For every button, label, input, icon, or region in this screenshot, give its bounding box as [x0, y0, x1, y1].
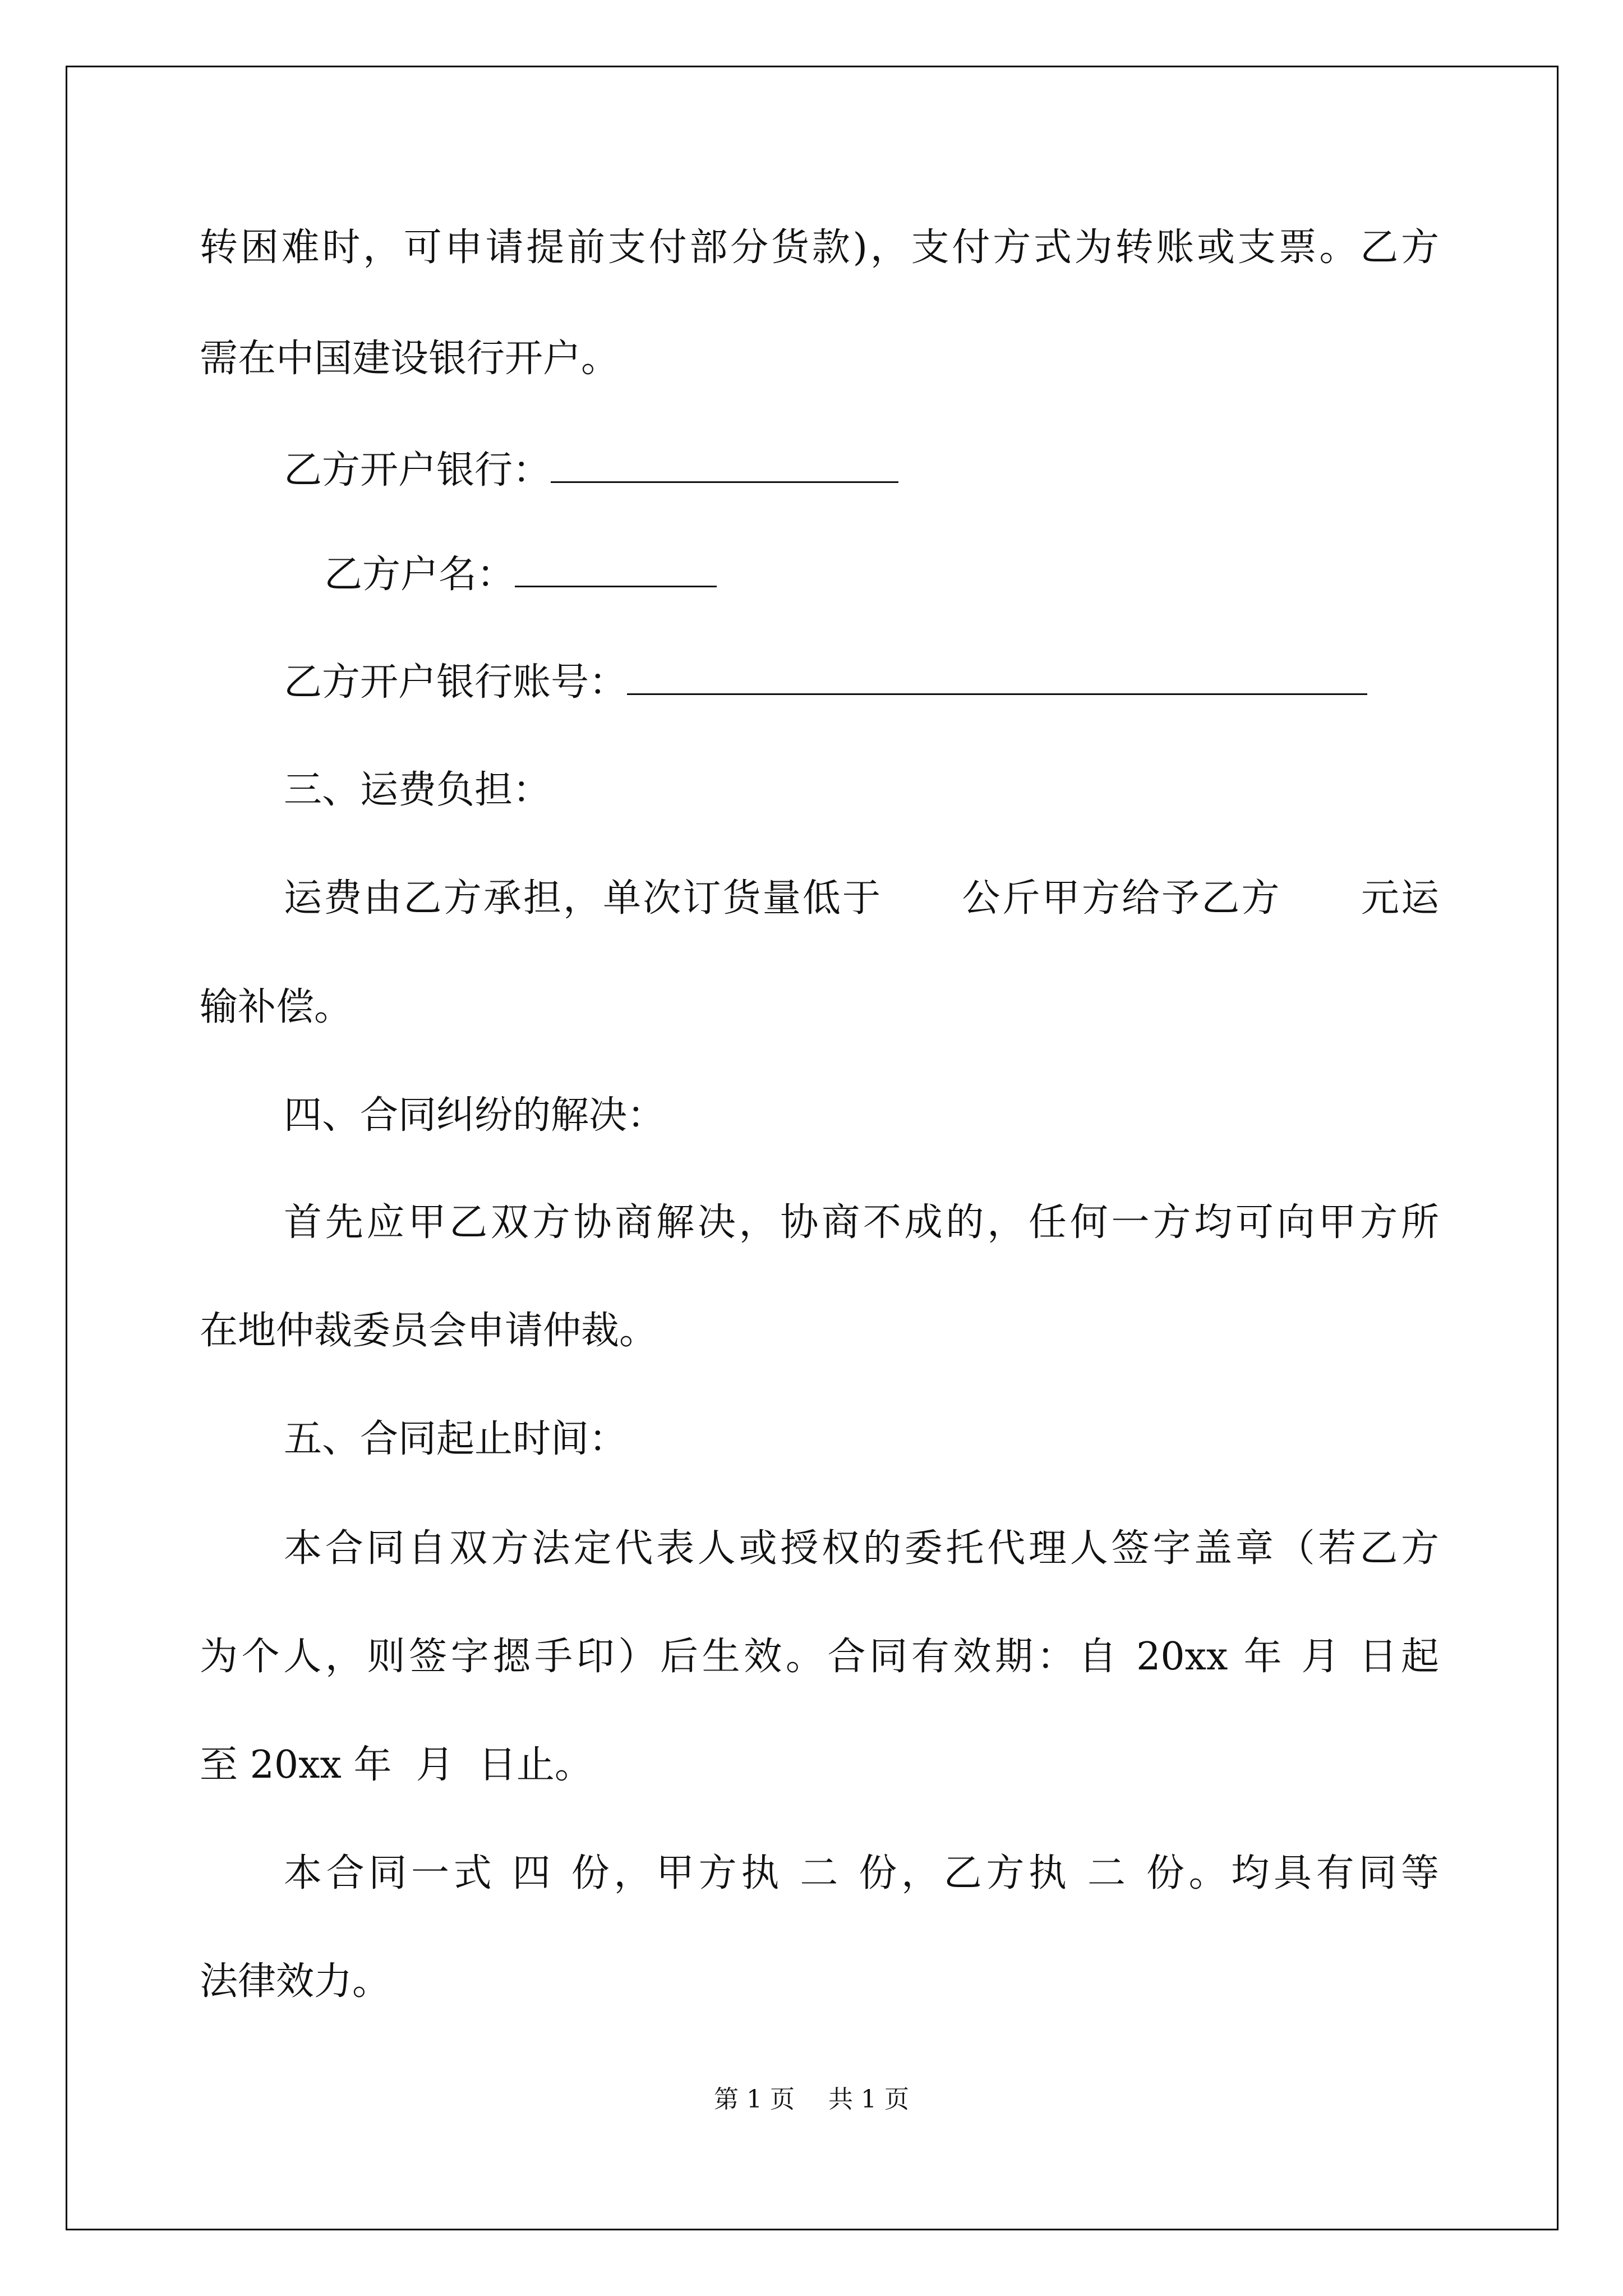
text-line: 为个人，则签字摁手印）后生效。合同有效期：自 20xx 年 月 日起	[200, 1635, 1439, 1679]
account-name-field	[324, 545, 1564, 603]
text-line: 输补偿。	[200, 985, 353, 1029]
page-number: 第 1 页	[714, 2085, 795, 2114]
bank-name-field	[284, 441, 1523, 499]
text-line: 转困难时，可申请提前支付部分货款)，支付方式为转账或支票。乙方	[200, 226, 1439, 270]
text-line: 运费由乙方承担，单次订货量低于 公斤甲方给予乙方 元运	[284, 876, 1439, 921]
account-name-blank	[515, 545, 717, 587]
text-line: 在地仲裁委员会申请仲裁。	[200, 1309, 658, 1353]
page-footer	[0, 2079, 1623, 2115]
section-heading-term: 五、合同起止时间：	[284, 1417, 628, 1461]
page-frame	[66, 66, 1559, 2230]
account-name-label: 乙方户名：	[324, 553, 515, 597]
text-line: 本合同自双方法定代表人或授权的委托代理人签字盖章（若乙方	[284, 1526, 1439, 1571]
section-heading-disputes: 四、合同纠纷的解决：	[284, 1093, 666, 1138]
bank-name-blank	[551, 441, 898, 483]
text-line: 需在中国建设银行开户。	[200, 337, 620, 381]
account-number-blank	[627, 653, 1367, 695]
page-count: 共 1 页	[828, 2085, 909, 2114]
account-number-field	[284, 653, 1523, 711]
bank-name-label: 乙方开户银行：	[284, 448, 551, 493]
section-heading-freight: 三、运费负担：	[284, 768, 551, 812]
text-line: 首先应甲乙双方协商解决，协商不成的，任何一方均可向甲方所	[284, 1200, 1439, 1245]
text-line: 至 20xx 年 月 日止。	[200, 1743, 593, 1787]
text-line: 法律效力。	[200, 1959, 391, 2004]
text-line: 本合同一式 四 份，甲方执 二 份，乙方执 二 份。均具有同等	[284, 1851, 1439, 1895]
account-number-label: 乙方开户银行账号：	[284, 660, 628, 705]
